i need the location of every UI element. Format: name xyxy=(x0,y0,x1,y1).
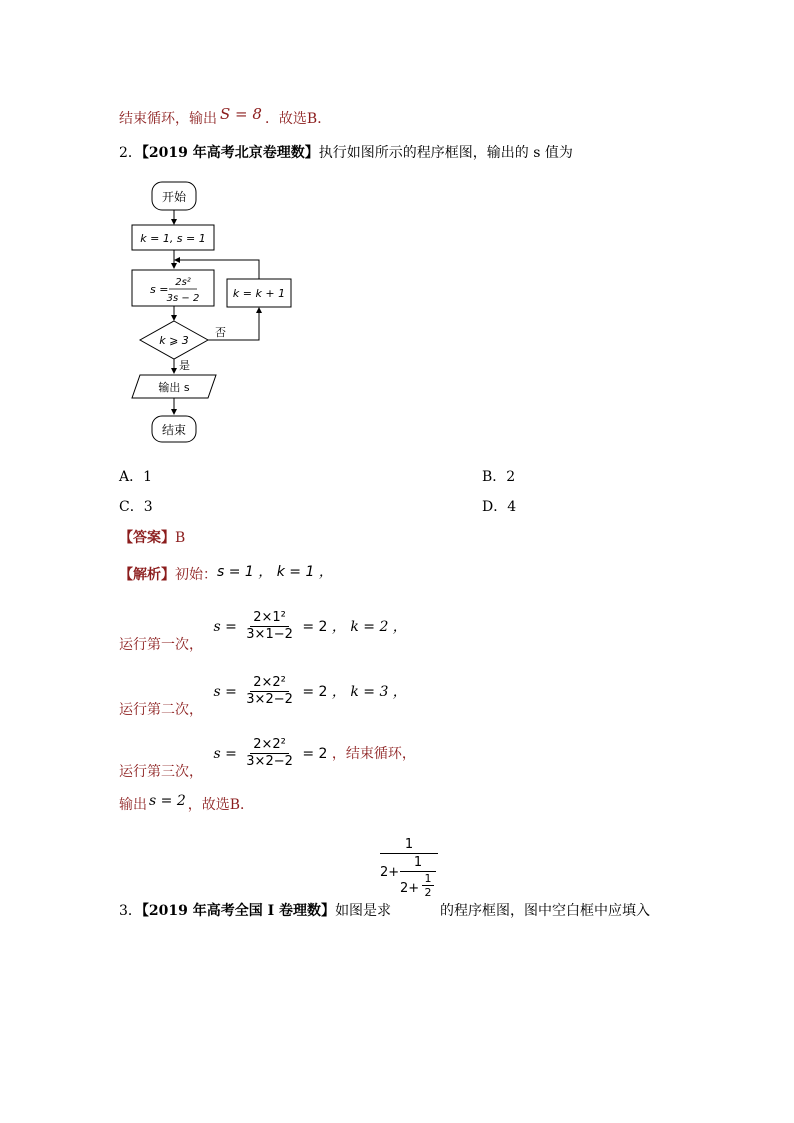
flowchart-assign-lhs: s = xyxy=(150,283,169,296)
flowchart-increment-label: k = k + 1 xyxy=(232,287,286,300)
continued-fraction: 1 2+ 1 2+ 1 2 xyxy=(380,836,438,900)
option-b: B．2 xyxy=(482,469,516,485)
flowchart-no-label: 否 xyxy=(215,326,226,339)
answer-line: 【答案】B xyxy=(119,530,186,546)
analysis-run-2: 运行第二次， s = $\frac{\text{2×2²}}{3\times 2-2}$ = 2 ， k = 3 ， xyxy=(119,675,407,718)
question-3-header: 3．【2019 年高考全国 I 卷理数】如图是求 xyxy=(119,903,392,919)
flowchart-init-label: k = 1, s = 1 xyxy=(140,232,206,245)
option-d: D．4 xyxy=(482,499,517,515)
analysis-init-line: 【解析】初始：s = 1 ， k = 1 ， xyxy=(119,564,333,583)
question-2-header: 2．【2019 年高考北京卷理数】执行如图所示的程序框图，输出的 s 值为 xyxy=(119,145,573,161)
flowchart xyxy=(125,176,305,446)
option-c: C．3 xyxy=(119,499,153,515)
math-s-equals-8: S = 8 xyxy=(220,105,262,123)
analysis-final-line: 输出 s = 2 ，故选B． xyxy=(119,793,255,813)
analysis-run-1: 运行第一次， s = $\frac{\text{2×1²}}{3\times 1-2}$ = 2 ， k = 2 ， xyxy=(119,610,407,653)
flowchart-assign-denominator: 3s − 2 xyxy=(166,293,200,304)
flowchart-condition-label: k ⩾ 3 xyxy=(159,334,189,347)
flowchart-output-label: 输出 s xyxy=(158,381,190,394)
flowchart-end-label: 结束 xyxy=(161,423,187,437)
flowchart-assign-numerator: 2s² xyxy=(175,277,191,288)
conclusion-line: 结束循环，输出 S = 8 ．故选B． xyxy=(119,105,332,127)
flowchart-start-label: 开始 xyxy=(161,190,187,204)
analysis-run-3: 运行第三次， s = $\frac{\text{2×2²}}{3\times 2-2}$ = 2 ，结束循环， xyxy=(119,737,416,780)
option-a: A．1 xyxy=(119,469,153,485)
question-3-tail: 的程序框图，图中空白框中应填入 xyxy=(440,903,650,919)
flowchart-yes-label: 是 xyxy=(179,359,190,372)
